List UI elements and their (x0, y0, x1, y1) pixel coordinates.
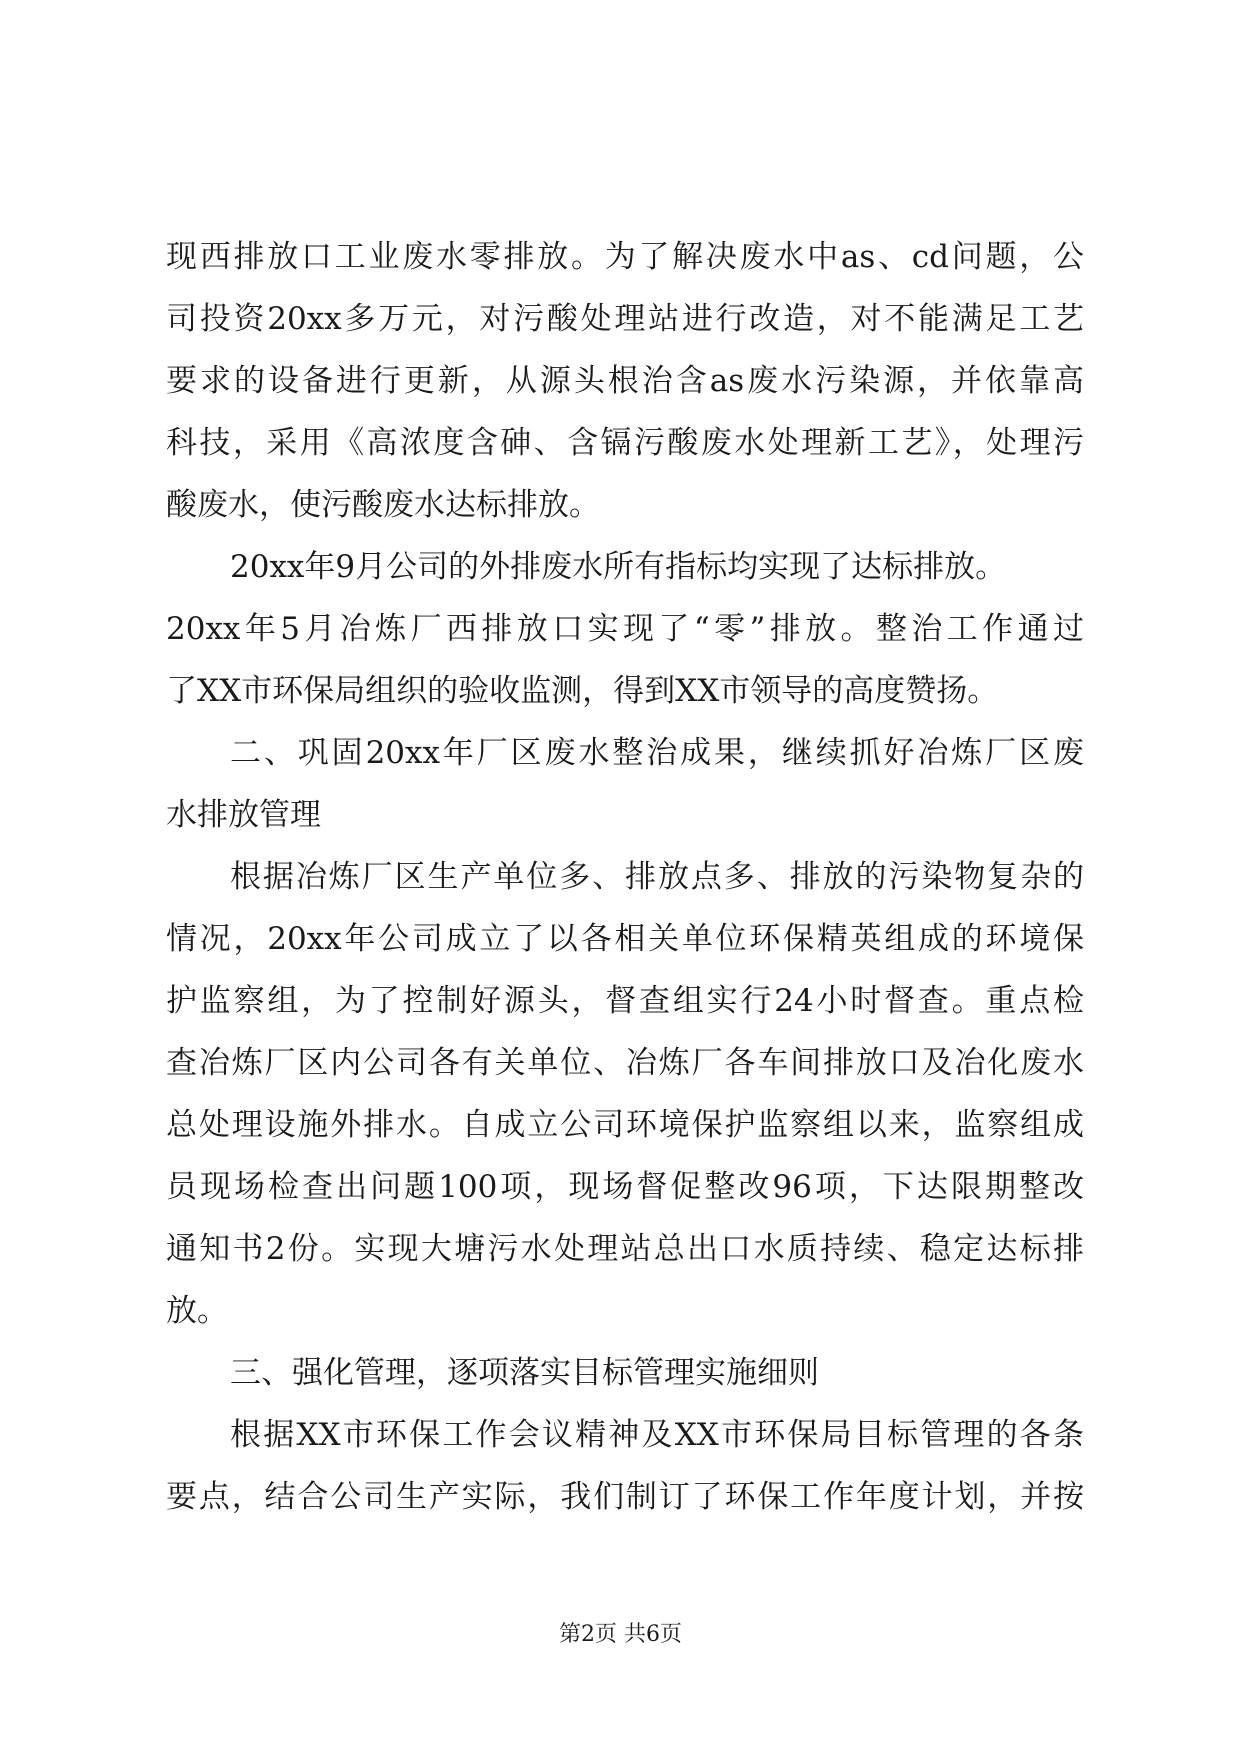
section-heading-line: 水排放管理 (166, 797, 321, 833)
text-line: 科技，采用《高浓度含砷、含镉污酸废水处理新工艺》，处理污 (166, 425, 1084, 461)
page-number-footer: 第2页 共6页 (559, 1622, 682, 1647)
text-line: 司投资20xx多万元，对污酸处理站进行改造，对不能满足工艺 (166, 301, 1084, 337)
text-line: 总处理设施外排水。自成立公司环境保护监察组以来，监察组成 (166, 1107, 1084, 1143)
text-line: 查冶炼厂区内公司各有关单位、冶炼厂各车间排放口及冶化废水 (166, 1045, 1084, 1081)
text-line: 酸废水，使污酸废水达标排放。 (166, 487, 600, 523)
text-line: 要求的设备进行更新，从源头根治含as废水污染源，并依靠高 (166, 363, 1084, 399)
text-line: 护监察组，为了控制好源头，督查组实行24小时督查。重点检 (166, 983, 1084, 1019)
text-line: 通知书2份。实现大塘污水处理站总出口水质持续、稳定达标排 (166, 1231, 1084, 1267)
paragraph-first-line: 20xx年9月公司的外排废水所有指标均实现了达标排放。 (230, 549, 1007, 585)
text-line: 现西排放口工业废水零排放。为了解决废水中as、cd问题，公 (166, 239, 1084, 275)
text-line: 放。 (166, 1293, 228, 1329)
section-heading-line: 二、巩固20xx年厂区废水整治成果，继续抓好冶炼厂区废 (230, 735, 1084, 771)
paragraph-first-line: 根据冶炼厂区生产单位多、排放点多、排放的污染物复杂的 (230, 859, 1084, 895)
text-line: 了XX市环保局组织的验收监测，得到XX市领导的高度赞扬。 (166, 673, 999, 709)
paragraph-first-line: 根据XX市环保工作会议精神及XX市环保局目标管理的各条 (230, 1417, 1084, 1453)
document-body (166, 226, 1084, 1528)
text-line: 20xx年5月冶炼厂西排放口实现了“零”排放。整治工作通过 (166, 611, 1084, 647)
section-heading-line: 三、强化管理，逐项落实目标管理实施细则 (230, 1355, 819, 1391)
text-line: 员现场检查出问题100项，现场督促整改96项，下达限期整改 (166, 1169, 1084, 1205)
text-line: 要点，结合公司生产实际，我们制订了环保工作年度计划，并按 (166, 1479, 1084, 1515)
text-line: 情况，20xx年公司成立了以各相关单位环保精英组成的环境保 (166, 921, 1084, 957)
